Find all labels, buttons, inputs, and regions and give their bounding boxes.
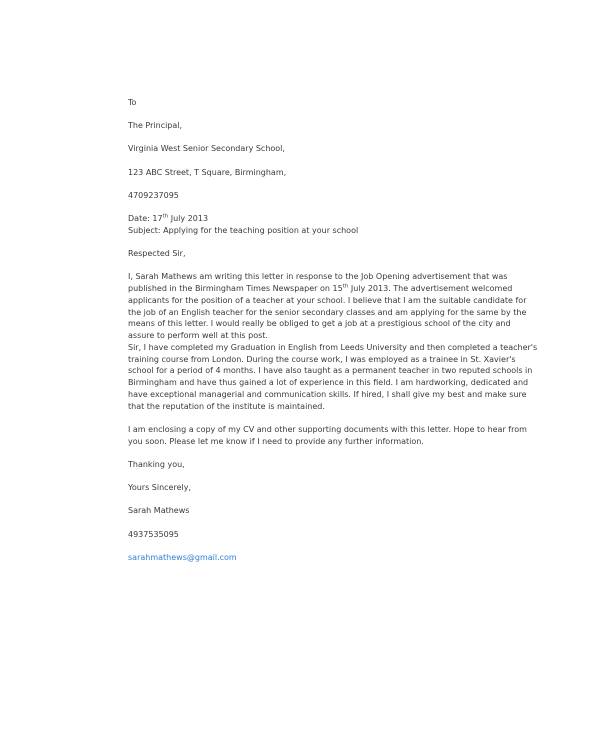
paragraph-line: means of this letter. I would really be obliged to get a job at a prestigious school of the city and (128, 319, 511, 329)
recipient-school: Virginia West Senior Secondary School, (128, 144, 285, 154)
date-suffix: th (342, 283, 349, 290)
paragraph-line: assure to perform well at this post. (128, 331, 268, 341)
recipient-title: The Principal, (128, 121, 183, 131)
paragraph-line: have exceptional managerial and communication skills. If hired, I shall give my best and make sure (128, 390, 527, 400)
letter-date (128, 213, 493, 225)
paragraph-line: Birmingham and have thus gained a lot of experience in this field. I am hardworking, dedicated and (128, 378, 529, 388)
paragraph-line: I, Sarah Mathews am writing this letter in response to the Job Opening advertisement that was (128, 272, 508, 282)
letter-body (128, 97, 538, 564)
paragraph-enclosure (128, 424, 527, 448)
paragraph-line: the job of an English teacher for the senior secondary classes and am applying for the same by the (128, 307, 527, 317)
date-label: Date: 17 (128, 213, 163, 223)
paragraph-line: applicants for the position of a teacher at your school. I believe that I am the suitable candidate for (128, 295, 527, 305)
paragraph-line: Sir, I have completed my Graduation in English from Leeds University and then completed a teacher's (128, 342, 538, 352)
signature-email-link[interactable]: sarahmathews@gmail.com (128, 552, 237, 562)
paragraph-text: published in the Birmingham Times Newspaper on 15 (128, 283, 343, 293)
letter-subject: Subject: Applying for the teaching position at your school (128, 225, 359, 235)
recipient-address: 123 ABC Street, T Square, Birmingham, (128, 167, 287, 177)
paragraph-text: July 2013. The advertisement welcomed (348, 283, 513, 293)
recipient-phone: 4709237095 (128, 190, 179, 200)
letter-to: To (128, 98, 137, 107)
paragraph-experience (128, 342, 538, 413)
salutation: Respected Sir, (128, 248, 186, 258)
date-rest: July 2013 (168, 213, 209, 223)
closing-line: Yours Sincerely, (128, 483, 192, 493)
date-suffix: th (162, 213, 169, 220)
paragraph-line: school for a period of 4 months. I have also taught as a permanent teacher in two reputed schools in (128, 366, 533, 376)
paragraph-line: you soon. Please let me know if I need to provide any further information. (128, 436, 424, 446)
paragraph-intro (128, 271, 527, 342)
paragraph-line (128, 283, 513, 295)
signature-phone: 4937535095 (128, 529, 179, 539)
thanks-line: Thanking you, (128, 460, 185, 470)
paragraph-line: training course from London. During the course work, I was employed as a trainee in St. Xavier's (128, 354, 516, 364)
paragraph-line: I am enclosing a copy of my CV and other supporting documents with this letter. Hope to hear from (128, 425, 527, 435)
paragraph-line: that the reputation of the institute is maintained. (128, 401, 325, 411)
signature-name: Sarah Mathews (128, 506, 190, 516)
